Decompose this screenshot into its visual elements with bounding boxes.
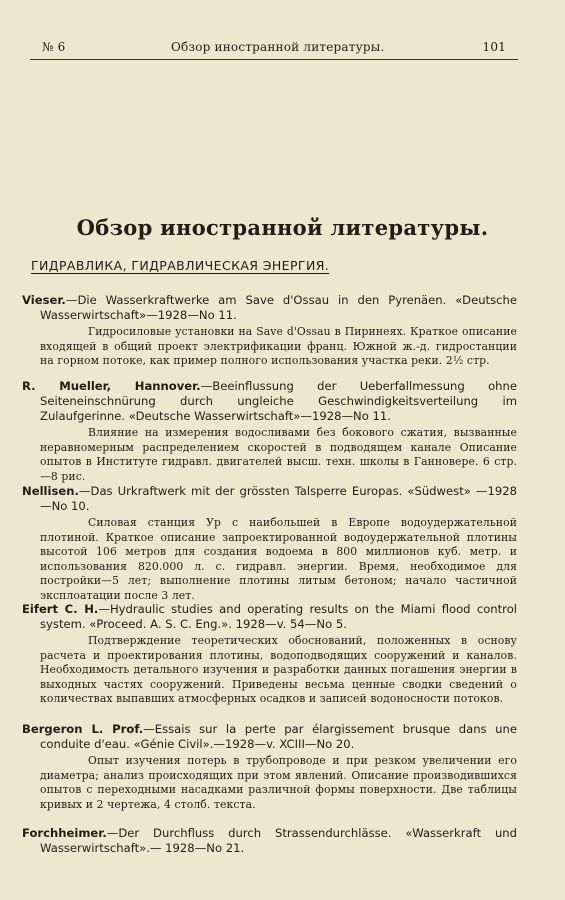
entry-citation <box>22 722 517 752</box>
entry-abstract: Опыт изучения потерь в трубопроводе и при резком увеличении его диаметра; анализ происходящих при этом явлений. Описание производившихся опытов с переходными насадками различной формы поверхности. Две таблицы кривых и 2 чертежа, 4 столб. текста. <box>40 754 517 811</box>
entry-author: Nellisen. <box>22 484 79 498</box>
entry-reference: —Der Durchfluss durch Strassendurchlässe. «Wasserkraft und Wasserwirtschaft».— 1928—No 21. <box>40 826 517 855</box>
entry-reference: —Die Wasserkraftwerke am Save d'Ossau in den Pyrenäen. «Deutsche Wasserwirtschaft»—1928—No 11. <box>40 293 517 322</box>
entry-abstract: Подтверждение теоретических обоснований, положенных в основу расчета и проектирования плотины, водоподводящих сооружений и каналов. Необходимость детального изучения и разработки данных погашения энергии в выходных частях сооружений. Приведены весьма ценные сводки сведений о количествах выпавших атмосферных осадков и записей водоносности потоков. <box>40 634 517 706</box>
entry-author: Eifert C. H. <box>22 602 99 616</box>
bibliography-entry <box>22 379 517 484</box>
entry-author: Bergeron L. Prof. <box>22 722 144 736</box>
bibliography-entry <box>22 602 517 707</box>
entry-author: R. Mueller, Hannover. <box>22 379 201 393</box>
entry-abstract: Влияние на измерения водосливами без бокового сжатия, вызванные неравномерным распределением скоростей в подводящем канале Описание опытов в Институте гидравл. двигателей высш. техн. школы в Ганновере. 6 стр.—8 рис. <box>40 426 517 483</box>
issue-number: № 6 <box>42 40 66 54</box>
entry-reference: —Essais sur la perte par élargissement brusque dans une conduite d'eau. «Génie Civil».—1928—v. XCIII—No 20. <box>40 722 518 751</box>
bibliography-entry <box>22 293 517 369</box>
running-title: Обзор иностранной литературы. <box>171 40 385 54</box>
entry-author: Forchheimer. <box>22 826 107 840</box>
entry-reference: —Beeinflussung der Ueberfallmessung ohne Seiteneinschnürung durch ungleiche Geschwindigkeitsverteilung im Zulaufgerinne. «Deutsche Wasserwirtschaft»—1928—No 11. <box>40 379 517 423</box>
header-rule <box>30 59 518 60</box>
entry-citation <box>22 293 517 323</box>
entry-citation <box>22 379 517 424</box>
entry-reference: —Das Urkraftwerk mit der grössten Talsperre Europas. «Südwest» —1928—No 10. <box>40 484 517 513</box>
bibliography-entry <box>22 722 517 812</box>
bibliography-entry <box>22 484 517 604</box>
page-title: Обзор иностранной литературы. <box>76 215 489 240</box>
entry-citation <box>22 602 517 632</box>
entry-reference: —Hydraulic studies and operating results on the Miami flood control system. «Proceed. A. S. C. Eng.». 1928—v. 54—No 5. <box>40 602 518 631</box>
page-number: 101 <box>482 40 506 54</box>
entry-citation <box>22 484 517 514</box>
entry-abstract: Силовая станция Ур с наибольшей в Европе водоудержательной плотиной. Краткое описание запроектированной водоудержательной плотины высотой 106 метров для создания водоема в 800 миллионов куб. метр. и использования 820.000 л. с. гидравл. энергии. Время, необходимое для постройки—5 лет; выполнение плотины литым бетоном; начало частичной эксплоатации после 3 лет. <box>40 516 517 602</box>
entry-citation <box>22 826 517 856</box>
entry-abstract: Гидросиловые установки на Save d'Ossau в Пиринеях. Краткое описание входящей в общий проект электрификации франц. Южной ж.-д. гидростанции на горном потоке, как пример полного использования участка реки. 2½ стр. <box>40 325 517 368</box>
bibliography-entry <box>22 826 517 856</box>
section-title: ГИДРАВЛИКА, ГИДРАВЛИЧЕСКАЯ ЭНЕРГИЯ. <box>31 258 330 273</box>
entry-author: Vieser. <box>22 293 66 307</box>
